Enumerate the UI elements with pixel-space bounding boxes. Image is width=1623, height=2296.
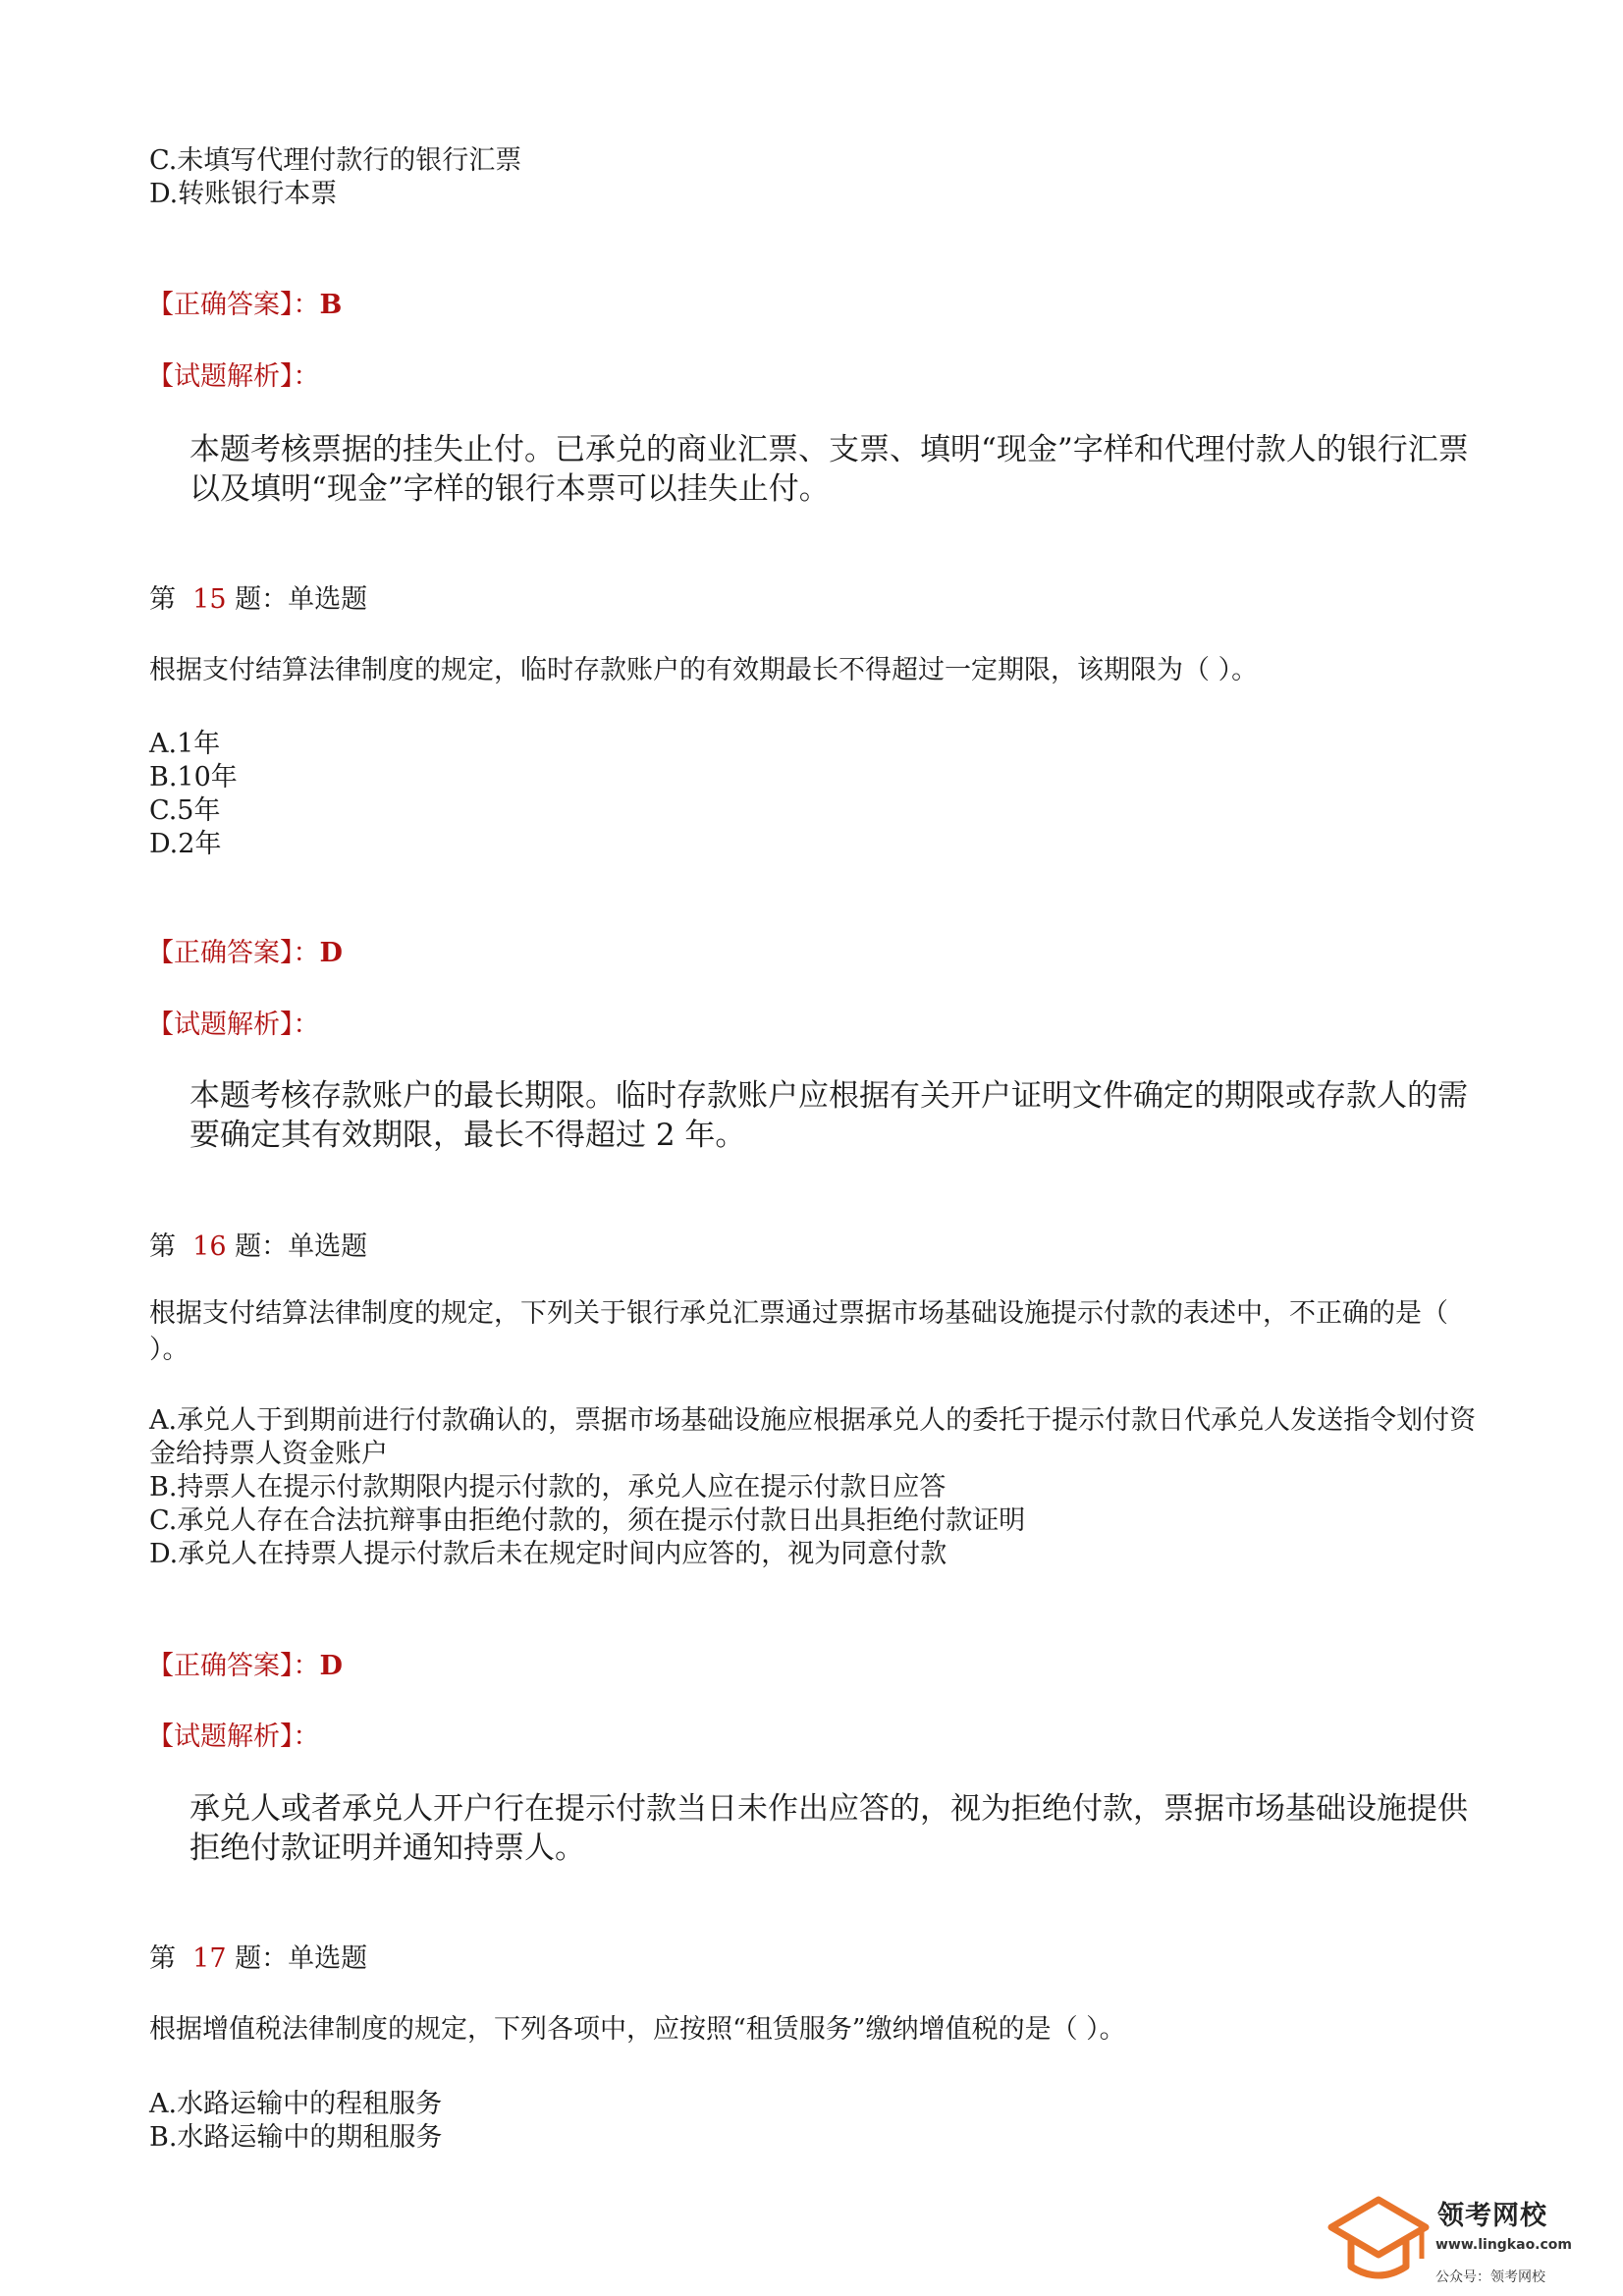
logo-url: www.lingkao.com [1435,2237,1573,2253]
answer-value: D [319,938,343,968]
q15-option-d: D.2年 [149,829,222,859]
q15-heading [149,583,1485,617]
q16-option-d: D.承兑人在持票人提示付款后未在规定时间内应答的，视为同意付款 [149,1539,947,1569]
q16-answer [147,1650,1483,1683]
q15-answer [147,937,1483,970]
graduation-cap-icon [1327,2194,1430,2288]
q16-analysis: 承兑人或者承兑人开户行在提示付款当日未作出应答的，视为拒绝付款，票据市场基础设施提供拒绝付款证明并通知持票人。 [189,1791,1468,1866]
q-suffix: 题：单选题 [235,1943,368,1974]
q-suffix: 题：单选题 [235,584,368,615]
q15-analysis: 本题考核存款账户的最长期限。临时存款账户应根据有关开户证明文件确定的期限或存款人的需要确定其有效期限，最长不得超过 2 年。 [189,1078,1468,1153]
q17-heading [149,1942,1485,1976]
q16-heading [149,1230,1485,1264]
q15-option-a: A.1年 [149,729,221,759]
answer-label: 【正确答案】： [147,1651,320,1681]
logo-brand: 领考网校 [1437,2201,1547,2231]
q16-text: 根据支付结算法律制度的规定，下列关于银行承兑汇票通过票据市场基础设施提示付款的表述中，不正确的是（ ）。 [149,1298,1448,1365]
q-prefix: 第 [149,584,176,615]
answer-value: D [319,1651,343,1681]
q16-analysis-label: 【试题解析】： [147,1722,320,1752]
answer-label: 【正确答案】： [147,290,320,320]
q-suffix: 题：单选题 [235,1231,368,1262]
q-prefix: 第 [149,1231,176,1262]
q17-option-a: A.水路运输中的程租服务 [149,2089,443,2119]
q16-option-a: A.承兑人于到期前进行付款确认的，票据市场基础设施应根据承兑人的委托于提示付款日代承兑人发送指令划付资金给持票人资金账户 [149,1405,1477,1469]
q14-option-c: C.未填写代理付款行的银行汇票 [149,145,522,176]
q14-answer [147,289,1483,322]
q-number: 16 [192,1231,227,1262]
q15-option-b: B.10年 [149,762,238,793]
q15-text: 根据支付结算法律制度的规定，临时存款账户的有效期最长不得超过一定期限，该期限为（ ）。 [149,655,1259,685]
q17-text: 根据增值税法律制度的规定，下列各项中，应按照“租赁服务”缴纳增值税的是（ ）。 [149,2014,1126,2045]
answer-label: 【正确答案】： [147,938,320,968]
q17-option-b: B.水路运输中的期租服务 [149,2122,443,2153]
q16-option-b: B.持票人在提示付款期限内提示付款的，承兑人应在提示付款日应答 [149,1472,947,1503]
q14-analysis-label: 【试题解析】： [147,361,320,392]
logo-wechat: 公众号：领考网校 [1435,2269,1545,2285]
q14-analysis: 本题考核票据的挂失止付。已承兑的商业汇票、支票、填明“现金”字样和代理付款人的银行汇票以及填明“现金”字样的银行本票可以挂失止付。 [189,432,1469,507]
q14-option-d: D.转账银行本票 [149,179,338,209]
lingkao-logo [1325,2192,1610,2290]
q16-option-c: C.承兑人存在合法抗辩事由拒绝付款的，须在提示付款日出具拒绝付款证明 [149,1505,1026,1536]
q-number: 17 [192,1943,227,1974]
q15-analysis-label: 【试题解析】： [147,1010,320,1040]
q-prefix: 第 [149,1943,176,1974]
q15-option-c: C.5年 [149,795,221,826]
answer-value: B [319,290,343,320]
q-number: 15 [192,584,227,615]
